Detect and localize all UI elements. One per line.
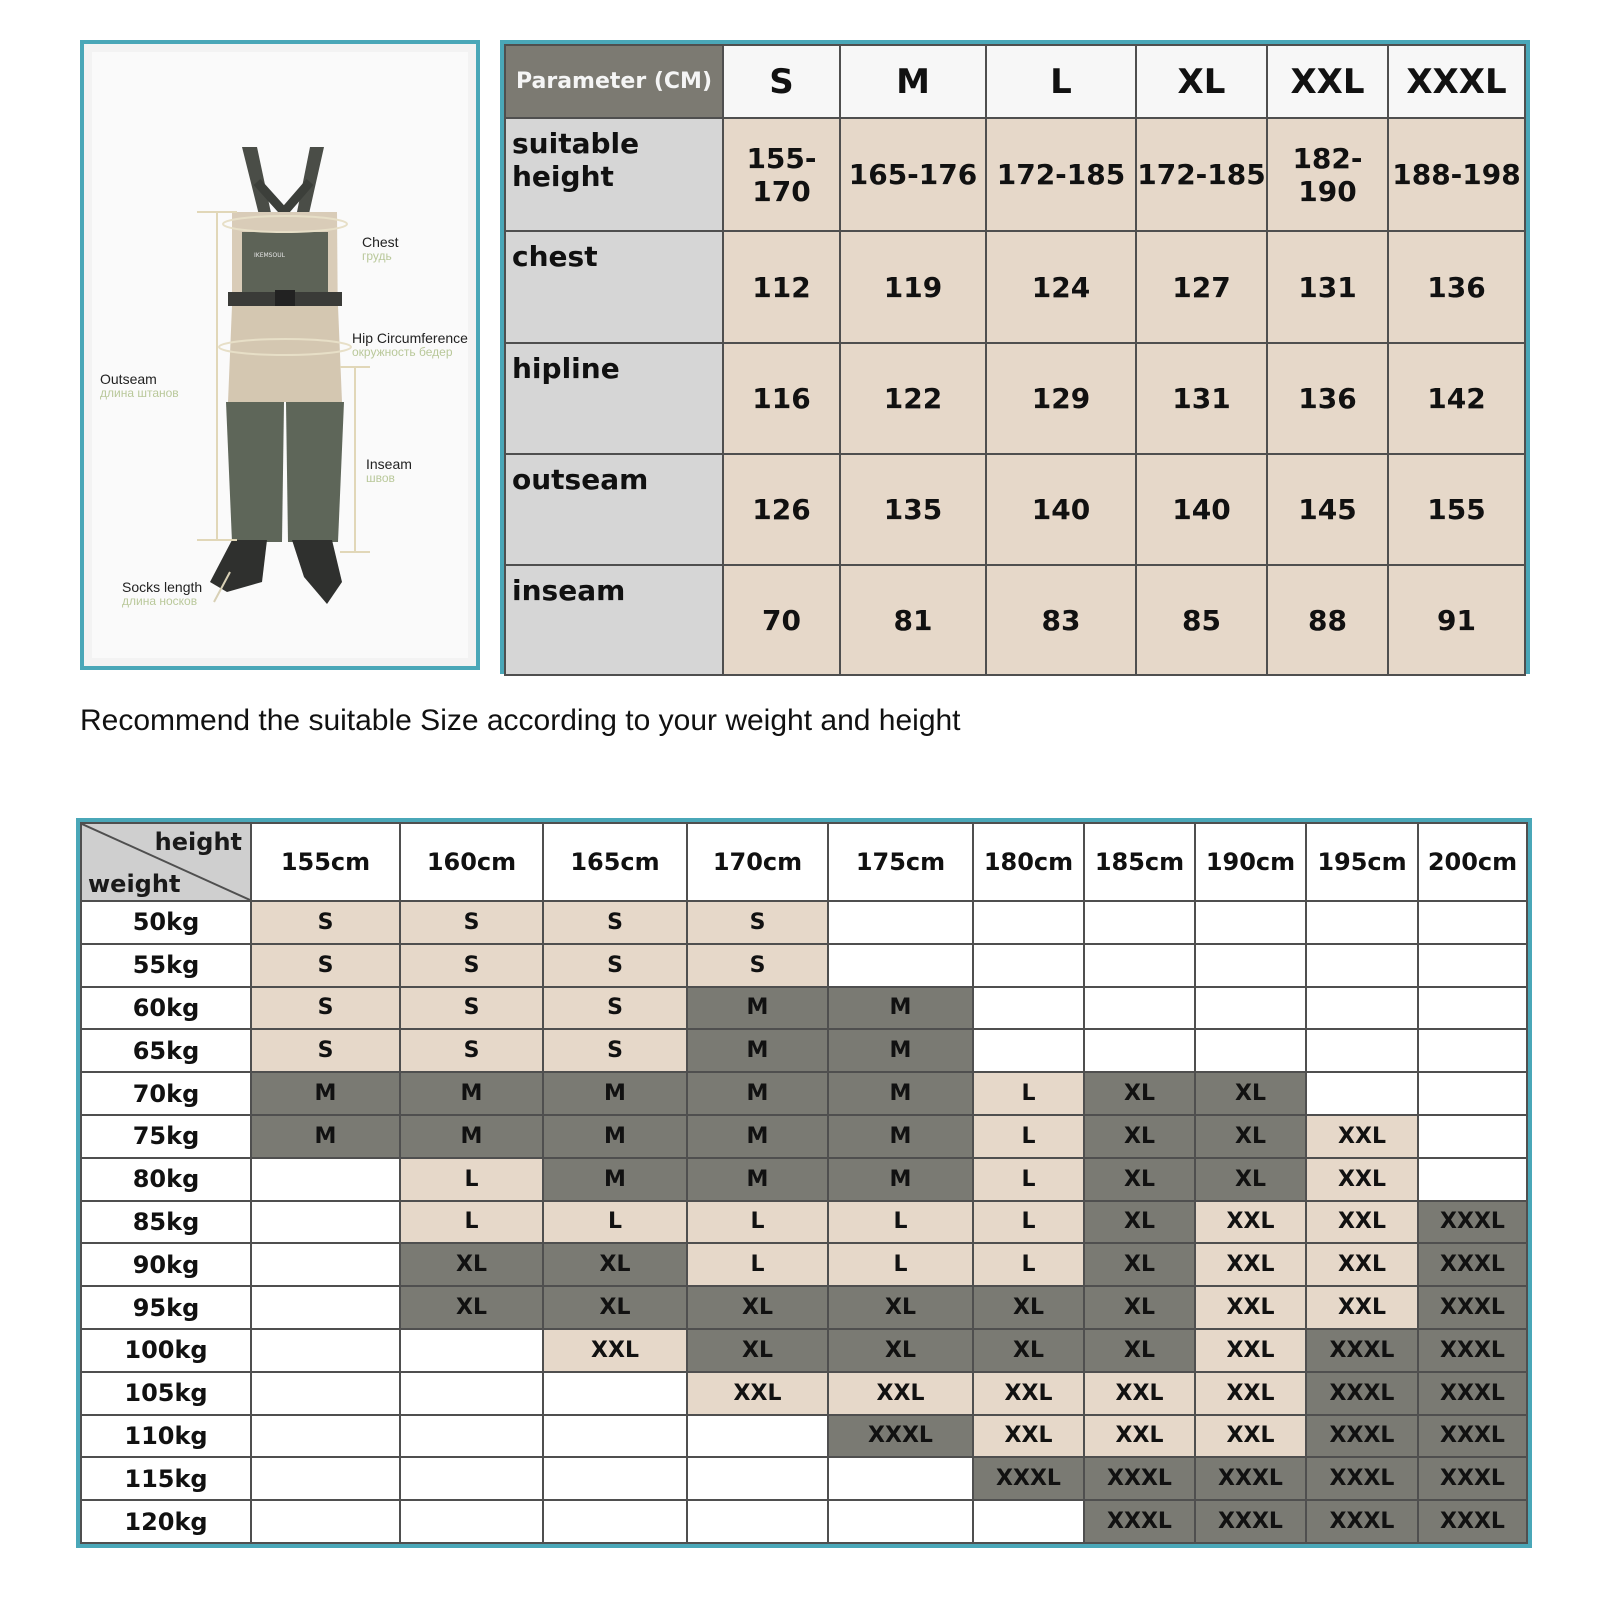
height-column-header: 155cm (251, 823, 400, 901)
parameter-row (505, 454, 1525, 565)
weight-row (81, 1072, 1527, 1115)
parameter-value-cell: 142 (1388, 343, 1525, 454)
size-cell (1418, 1158, 1527, 1201)
weight-row-label: 110kg (81, 1415, 251, 1458)
size-cell: S (251, 987, 400, 1030)
weight-row-label: 60kg (81, 987, 251, 1030)
size-cell (1306, 1072, 1418, 1115)
size-cell: XXL (543, 1329, 687, 1372)
size-cell: S (400, 987, 543, 1030)
size-header: XL (1136, 45, 1267, 118)
parameter-value-cell: 91 (1388, 565, 1525, 675)
size-cell (543, 1372, 687, 1415)
size-cell: XXXL (1418, 1243, 1527, 1286)
size-cell: XL (1084, 1243, 1195, 1286)
size-cell (400, 1500, 543, 1543)
size-cell: XXL (1306, 1286, 1418, 1329)
size-cell (1418, 944, 1527, 987)
parameter-row-label: outseam (505, 454, 723, 565)
size-cell: L (400, 1158, 543, 1201)
weight-row (81, 1243, 1527, 1286)
parameter-value-cell: 131 (1267, 231, 1388, 343)
size-cell (1195, 1029, 1306, 1072)
size-cell: XXL (1195, 1329, 1306, 1372)
size-cell: XL (973, 1329, 1084, 1372)
size-cell: XL (1084, 1286, 1195, 1329)
size-header: S (723, 45, 840, 118)
weight-row-label: 100kg (81, 1329, 251, 1372)
size-cell: XXXL (1418, 1415, 1527, 1458)
size-cell (1195, 987, 1306, 1030)
parameter-row (505, 118, 1525, 231)
size-cell: L (828, 1201, 973, 1244)
size-cell (1418, 1072, 1527, 1115)
size-cell (1195, 901, 1306, 944)
size-cell: XL (400, 1286, 543, 1329)
size-cell: XXXL (1418, 1500, 1527, 1543)
parameter-table (500, 40, 1530, 674)
size-cell: S (400, 944, 543, 987)
size-cell: L (687, 1201, 828, 1244)
weight-row-label: 90kg (81, 1243, 251, 1286)
size-cell: XL (1084, 1115, 1195, 1158)
size-cell: L (400, 1201, 543, 1244)
size-cell: L (973, 1158, 1084, 1201)
size-cell: XXXL (1418, 1372, 1527, 1415)
parameter-value-cell: 127 (1136, 231, 1267, 343)
parameter-value-cell: 124 (986, 231, 1136, 343)
socks-label-en: Socks length (122, 579, 203, 595)
weight-row (81, 1415, 1527, 1458)
size-cell: M (828, 1115, 973, 1158)
size-cell: L (828, 1243, 973, 1286)
parameter-corner-header: Parameter (CM) (505, 45, 723, 118)
height-column-header: 170cm (687, 823, 828, 901)
size-cell (400, 1415, 543, 1458)
size-cell (251, 1243, 400, 1286)
size-cell (687, 1415, 828, 1458)
size-cell: XL (828, 1329, 973, 1372)
size-cell: M (687, 1072, 828, 1115)
size-cell (973, 1500, 1084, 1543)
size-cell (1418, 1115, 1527, 1158)
parameter-row-label: suitable height (505, 118, 723, 231)
weight-row-label: 50kg (81, 901, 251, 944)
parameter-value-cell: 135 (840, 454, 986, 565)
size-cell: M (400, 1072, 543, 1115)
figure-background (92, 52, 468, 658)
size-cell: XXL (1084, 1372, 1195, 1415)
size-cell: S (251, 944, 400, 987)
size-cell (828, 901, 973, 944)
parameter-value-cell: 88 (1267, 565, 1388, 675)
size-cell: XL (687, 1329, 828, 1372)
size-cell: XL (828, 1286, 973, 1329)
size-cell (687, 1500, 828, 1543)
size-cell (973, 944, 1084, 987)
size-cell (251, 1457, 400, 1500)
weight-row (81, 1372, 1527, 1415)
size-cell: XXXL (1418, 1329, 1527, 1372)
size-header: XXL (1267, 45, 1388, 118)
size-cell (251, 1286, 400, 1329)
size-cell (1084, 944, 1195, 987)
size-cell: L (543, 1201, 687, 1244)
parameter-value-cell: 172-185 (986, 118, 1136, 231)
size-header: L (986, 45, 1136, 118)
size-cell: M (687, 987, 828, 1030)
size-cell: XXXL (1306, 1329, 1418, 1372)
size-matrix-grid (80, 822, 1528, 1544)
size-cell: XXXL (973, 1457, 1084, 1500)
parameter-row (505, 565, 1525, 675)
size-cell (1306, 1029, 1418, 1072)
corner-weight-label: weight (88, 870, 181, 898)
outseam-label-en: Outseam (100, 371, 157, 387)
chest-label-en: Chest (362, 234, 399, 250)
weight-row (81, 1115, 1527, 1158)
weight-row-label: 95kg (81, 1286, 251, 1329)
size-cell: S (543, 1029, 687, 1072)
parameter-row (505, 343, 1525, 454)
size-cell: XXL (1306, 1158, 1418, 1201)
size-cell (973, 987, 1084, 1030)
size-cell: M (543, 1158, 687, 1201)
parameter-value-cell: 129 (986, 343, 1136, 454)
size-cell (1195, 944, 1306, 987)
size-cell (1418, 1029, 1527, 1072)
weight-row (81, 1500, 1527, 1543)
size-cell: XL (1084, 1072, 1195, 1115)
size-cell: M (543, 1115, 687, 1158)
size-cell: L (973, 1115, 1084, 1158)
corner-height-label: height (154, 828, 242, 856)
weight-row (81, 1158, 1527, 1201)
size-cell: XXL (828, 1372, 973, 1415)
weight-row-label: 75kg (81, 1115, 251, 1158)
size-header: M (840, 45, 986, 118)
size-cell (251, 1500, 400, 1543)
size-cell: M (251, 1115, 400, 1158)
parameter-value-cell: 155-170 (723, 118, 840, 231)
size-cell: S (400, 1029, 543, 1072)
size-cell: XXXL (1306, 1457, 1418, 1500)
parameter-value-cell: 182-190 (1267, 118, 1388, 231)
chest-label (362, 235, 399, 262)
size-cell (973, 1029, 1084, 1072)
size-cell (1418, 901, 1527, 944)
size-cell: S (251, 901, 400, 944)
parameter-value-cell: 172-185 (1136, 118, 1267, 231)
weight-row-label: 55kg (81, 944, 251, 987)
parameter-value-cell: 70 (723, 565, 840, 675)
size-cell (1418, 987, 1527, 1030)
size-cell: XL (973, 1286, 1084, 1329)
size-cell (1084, 987, 1195, 1030)
size-cell: XXL (1195, 1201, 1306, 1244)
size-cell: XXXL (1195, 1457, 1306, 1500)
svg-text:IKEMSOUL: IKEMSOUL (254, 252, 285, 259)
matrix-corner-cell (81, 823, 251, 901)
size-cell (400, 1329, 543, 1372)
size-cell (543, 1457, 687, 1500)
weight-row (81, 901, 1527, 944)
size-cell: XL (400, 1243, 543, 1286)
size-cell: M (828, 987, 973, 1030)
size-cell: XL (1195, 1072, 1306, 1115)
size-cell: XXXL (1306, 1372, 1418, 1415)
parameter-value-cell: 155 (1388, 454, 1525, 565)
size-cell: M (828, 1072, 973, 1115)
size-cell: XXL (687, 1372, 828, 1415)
size-cell: XL (1084, 1201, 1195, 1244)
height-column-header: 175cm (828, 823, 973, 901)
weight-row-label: 115kg (81, 1457, 251, 1500)
weight-row-label: 105kg (81, 1372, 251, 1415)
weight-row-label: 120kg (81, 1500, 251, 1543)
weight-row-label: 85kg (81, 1201, 251, 1244)
size-cell: XXL (1084, 1415, 1195, 1458)
height-column-header: 185cm (1084, 823, 1195, 901)
size-cell: XXL (973, 1415, 1084, 1458)
size-cell: M (687, 1158, 828, 1201)
parameter-row-label: inseam (505, 565, 723, 675)
parameter-value-cell: 136 (1267, 343, 1388, 454)
size-cell: S (687, 901, 828, 944)
parameter-value-cell: 85 (1136, 565, 1267, 675)
size-cell (1084, 1029, 1195, 1072)
height-column-header: 180cm (973, 823, 1084, 901)
parameter-value-cell: 140 (1136, 454, 1267, 565)
size-cell (1084, 901, 1195, 944)
size-cell (973, 901, 1084, 944)
chest-wader-illustration (92, 52, 476, 666)
size-cell: S (543, 987, 687, 1030)
size-cell: XXXL (1084, 1457, 1195, 1500)
size-cell: XL (1195, 1115, 1306, 1158)
size-cell: M (828, 1158, 973, 1201)
size-cell: M (543, 1072, 687, 1115)
size-cell: XXL (1195, 1415, 1306, 1458)
size-cell: S (687, 944, 828, 987)
size-cell: XXL (1306, 1243, 1418, 1286)
parameter-value-cell: 81 (840, 565, 986, 675)
size-cell: XL (543, 1286, 687, 1329)
outseam-label-ru: длина штанов (100, 385, 179, 400)
weight-row (81, 1457, 1527, 1500)
size-cell: XXXL (1418, 1286, 1527, 1329)
parameter-value-cell: 131 (1136, 343, 1267, 454)
product-figure-panel (80, 40, 480, 670)
size-cell (251, 1158, 400, 1201)
size-cell: S (543, 944, 687, 987)
size-cell: M (687, 1115, 828, 1158)
size-cell: M (828, 1029, 973, 1072)
inseam-label-ru: швов (366, 470, 395, 485)
parameter-grid (504, 44, 1526, 676)
parameter-value-cell: 165-176 (840, 118, 986, 231)
chest-label-ru: грудь (362, 248, 392, 263)
weight-row (81, 1286, 1527, 1329)
size-cell: XXL (1195, 1286, 1306, 1329)
size-cell (251, 1329, 400, 1372)
height-column-header: 160cm (400, 823, 543, 901)
size-cell (1306, 901, 1418, 944)
size-cell: XXXL (828, 1415, 973, 1458)
size-cell: S (543, 901, 687, 944)
size-cell: XL (687, 1286, 828, 1329)
size-cell: L (687, 1243, 828, 1286)
size-cell: XL (1195, 1158, 1306, 1201)
socks-label-ru: длина носков (122, 593, 198, 608)
parameter-value-cell: 140 (986, 454, 1136, 565)
parameter-row-label: chest (505, 231, 723, 343)
size-cell (828, 1457, 973, 1500)
size-cell: XXXL (1084, 1500, 1195, 1543)
size-cell: M (687, 1029, 828, 1072)
weight-row (81, 944, 1527, 987)
size-cell (1306, 944, 1418, 987)
size-cell: M (251, 1072, 400, 1115)
parameter-value-cell: 122 (840, 343, 986, 454)
inseam-label (366, 457, 412, 484)
weight-row-label: 65kg (81, 1029, 251, 1072)
weight-row (81, 1201, 1527, 1244)
socks-label (122, 580, 202, 607)
size-cell (687, 1457, 828, 1500)
size-cell (1306, 987, 1418, 1030)
size-recommendation-matrix (76, 818, 1532, 1548)
size-cell (251, 1372, 400, 1415)
size-cell: M (400, 1115, 543, 1158)
size-cell: S (400, 901, 543, 944)
hip-label-en: Hip Circumference (352, 330, 468, 346)
size-cell (543, 1415, 687, 1458)
parameter-value-cell: 136 (1388, 231, 1525, 343)
size-cell: XXL (1195, 1372, 1306, 1415)
size-cell (251, 1415, 400, 1458)
size-cell: XXL (1306, 1115, 1418, 1158)
weight-row (81, 1329, 1527, 1372)
size-cell: XL (1084, 1329, 1195, 1372)
size-cell: XXXL (1418, 1457, 1527, 1500)
parameter-value-cell: 83 (986, 565, 1136, 675)
size-cell (251, 1201, 400, 1244)
size-cell: XL (543, 1243, 687, 1286)
size-cell: XL (1084, 1158, 1195, 1201)
matrix-header-row (81, 823, 1527, 901)
size-header: XXXL (1388, 45, 1525, 118)
size-cell: XXXL (1195, 1500, 1306, 1543)
size-cell (400, 1457, 543, 1500)
recommendation-heading: Recommend the suitable Size according to your weight and height (80, 704, 961, 737)
size-cell: L (973, 1072, 1084, 1115)
parameter-value-cell: 119 (840, 231, 986, 343)
parameter-value-cell: 116 (723, 343, 840, 454)
inseam-label-en: Inseam (366, 456, 412, 472)
hip-label (352, 331, 468, 358)
size-cell: S (251, 1029, 400, 1072)
size-cell: L (973, 1243, 1084, 1286)
size-cell: XXL (973, 1372, 1084, 1415)
parameter-header-row (505, 45, 1525, 118)
weight-row (81, 987, 1527, 1030)
size-cell: XXXL (1306, 1415, 1418, 1458)
weight-row (81, 1029, 1527, 1072)
hip-label-ru: окружность бедер (352, 344, 453, 359)
height-column-header: 165cm (543, 823, 687, 901)
height-column-header: 190cm (1195, 823, 1306, 901)
weight-row-label: 70kg (81, 1072, 251, 1115)
size-cell: XXL (1306, 1201, 1418, 1244)
outseam-label (100, 372, 179, 399)
parameter-value-cell: 112 (723, 231, 840, 343)
parameter-row-label: hipline (505, 343, 723, 454)
parameter-value-cell: 188-198 (1388, 118, 1525, 231)
size-cell: XXXL (1418, 1201, 1527, 1244)
size-cell (400, 1372, 543, 1415)
height-column-header: 195cm (1306, 823, 1418, 901)
size-cell (828, 944, 973, 987)
size-cell (543, 1500, 687, 1543)
size-cell: XXL (1195, 1243, 1306, 1286)
parameter-value-cell: 145 (1267, 454, 1388, 565)
height-column-header: 200cm (1418, 823, 1527, 901)
parameter-value-cell: 126 (723, 454, 840, 565)
size-cell (828, 1500, 973, 1543)
size-cell: XXXL (1306, 1500, 1418, 1543)
parameter-row (505, 231, 1525, 343)
size-cell: L (973, 1201, 1084, 1244)
weight-row-label: 80kg (81, 1158, 251, 1201)
